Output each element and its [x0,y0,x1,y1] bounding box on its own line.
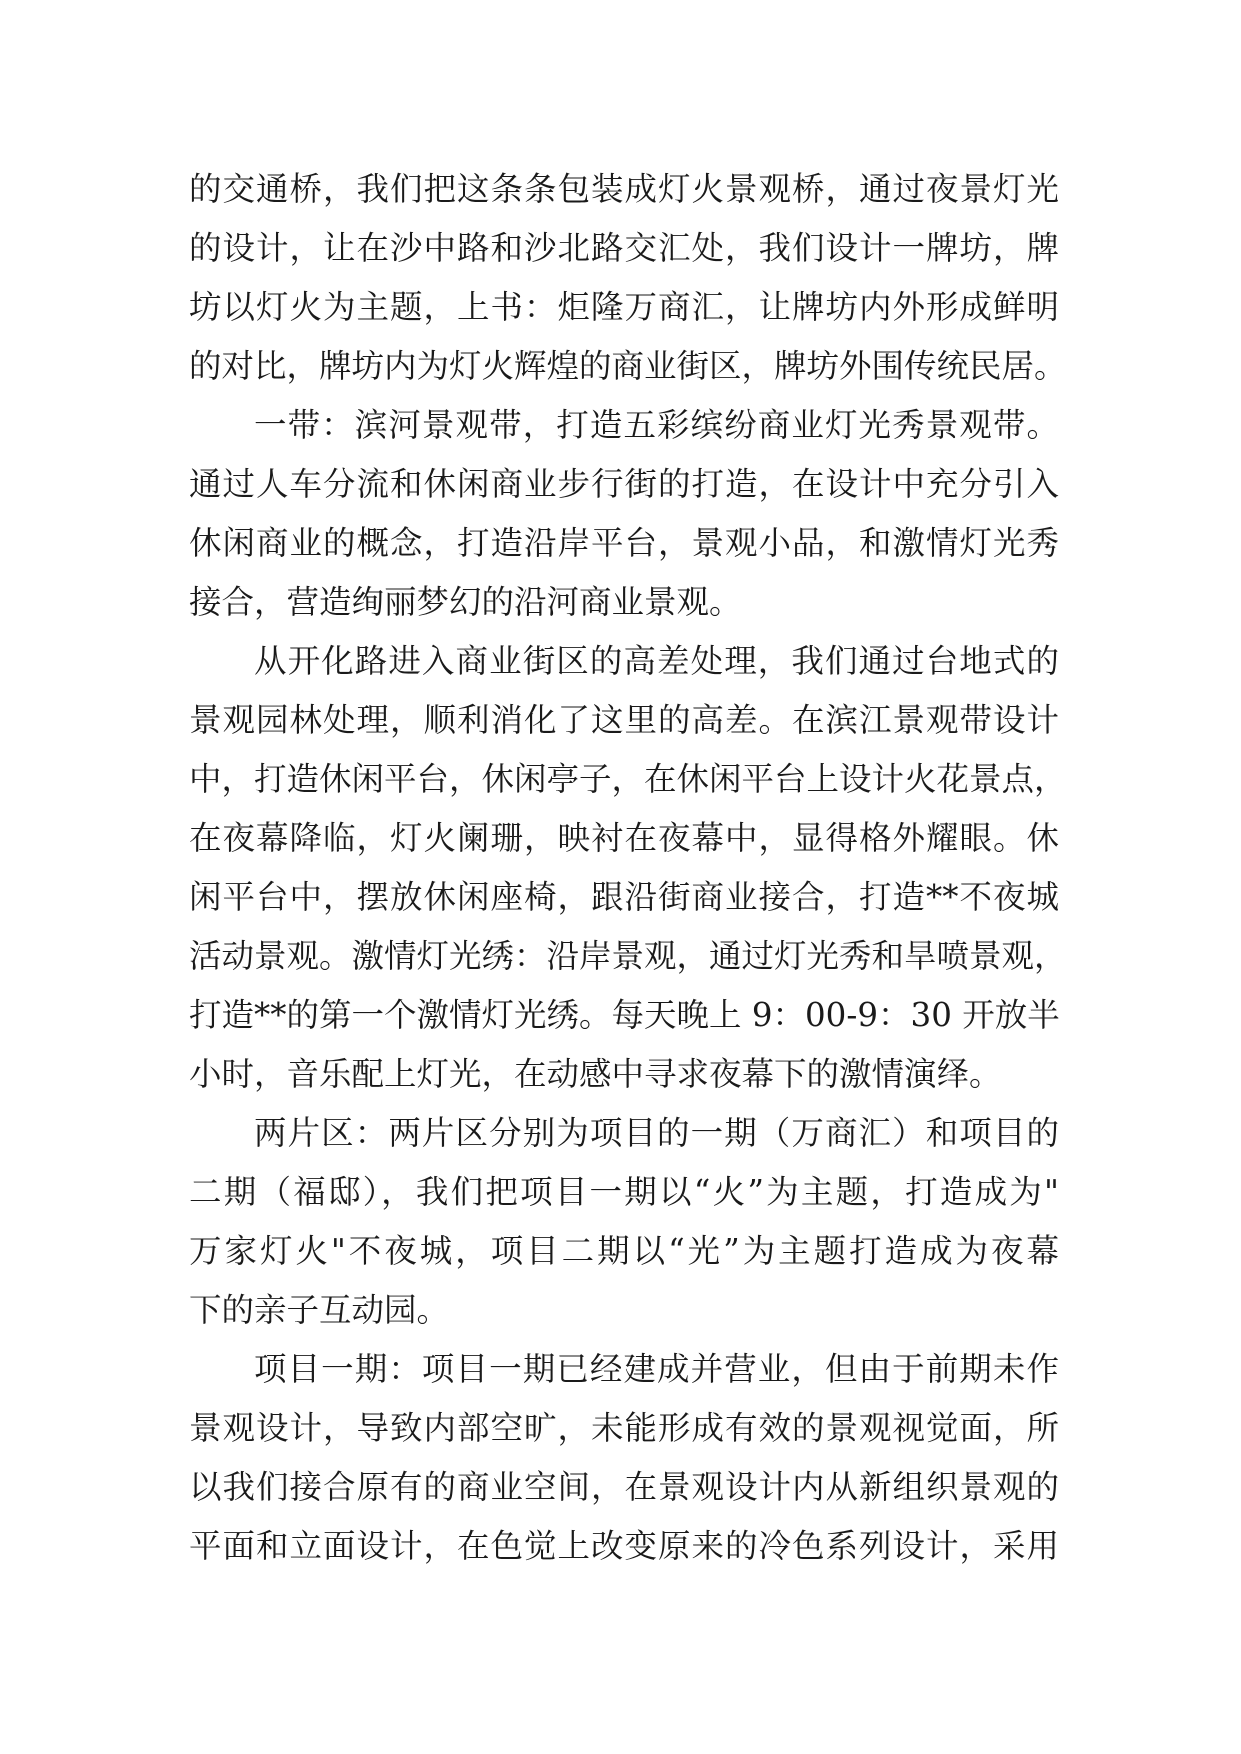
text-line: 下的亲子互动园。 [189,1291,450,1329]
text-line: 坊以灯火为主题，上书：炬隆万商汇，让牌坊内外形成鲜明 [189,288,1059,326]
text-line: 接合，营造绚丽梦幻的沿河商业景观。 [189,583,742,621]
text-line: 平面和立面设计，在色觉上改变原来的冷色系列设计，采用 [189,1527,1059,1565]
text-line: 的设计，让在沙中路和沙北路交汇处，我们设计一牌坊，牌 [189,229,1059,267]
text-line: 以我们接合原有的商业空间，在景观设计内从新组织景观的 [189,1468,1059,1506]
text-line: 景观园林处理，顺利消化了这里的高差。在滨江景观带设计 [189,701,1059,739]
text-line: 万家灯火"不夜城，项目二期以“光”为主题打造成为夜幕 [189,1232,1059,1270]
text-line: 打造**的第一个激情灯光绣。每天晚上 9：00-9：30 开放半 [189,996,1060,1034]
text-line: 景观设计，导致内部空旷，未能形成有效的景观视觉面，所 [189,1409,1059,1447]
text-line: 项目一期：项目一期已经建成并营业，但由于前期未作 [254,1350,1059,1388]
text-line: 的对比，牌坊内为灯火辉煌的商业街区，牌坊外围传统民居。 [189,347,1067,385]
text-line: 中，打造休闲平台，休闲亭子，在休闲平台上设计火花景点， [189,760,1067,798]
text-line: 一带：滨河景观带，打造五彩缤纷商业灯光秀景观带。 [254,406,1059,444]
text-line: 小时，音乐配上灯光，在动感中寻求夜幕下的激情演绎。 [189,1055,1002,1093]
text-line: 的交通桥，我们把这条条包装成灯火景观桥，通过夜景灯光 [189,170,1059,208]
text-line: 两片区：两片区分别为项目的一期（万商汇）和项目的 [254,1114,1059,1152]
text-line: 休闲商业的概念，打造沿岸平台，景观小品，和激情灯光秀 [189,524,1059,562]
text-line: 在夜幕降临，灯火阑珊，映衬在夜幕中，显得格外耀眼。休 [189,819,1059,857]
text-line: 闲平台中，摆放休闲座椅，跟沿街商业接合，打造**不夜城 [189,878,1059,916]
text-line: 二期（福邸），我们把项目一期以“火”为主题，打造成为" [189,1173,1059,1211]
text-line: 活动景观。激情灯光绣：沿岸景观，通过灯光秀和旱喷景观， [189,937,1067,975]
text-line: 从开化路进入商业街区的高差处理，我们通过台地式的 [254,642,1059,680]
text-line: 通过人车分流和休闲商业步行街的打造，在设计中充分引入 [189,465,1059,503]
body-text [189,160,1067,1576]
